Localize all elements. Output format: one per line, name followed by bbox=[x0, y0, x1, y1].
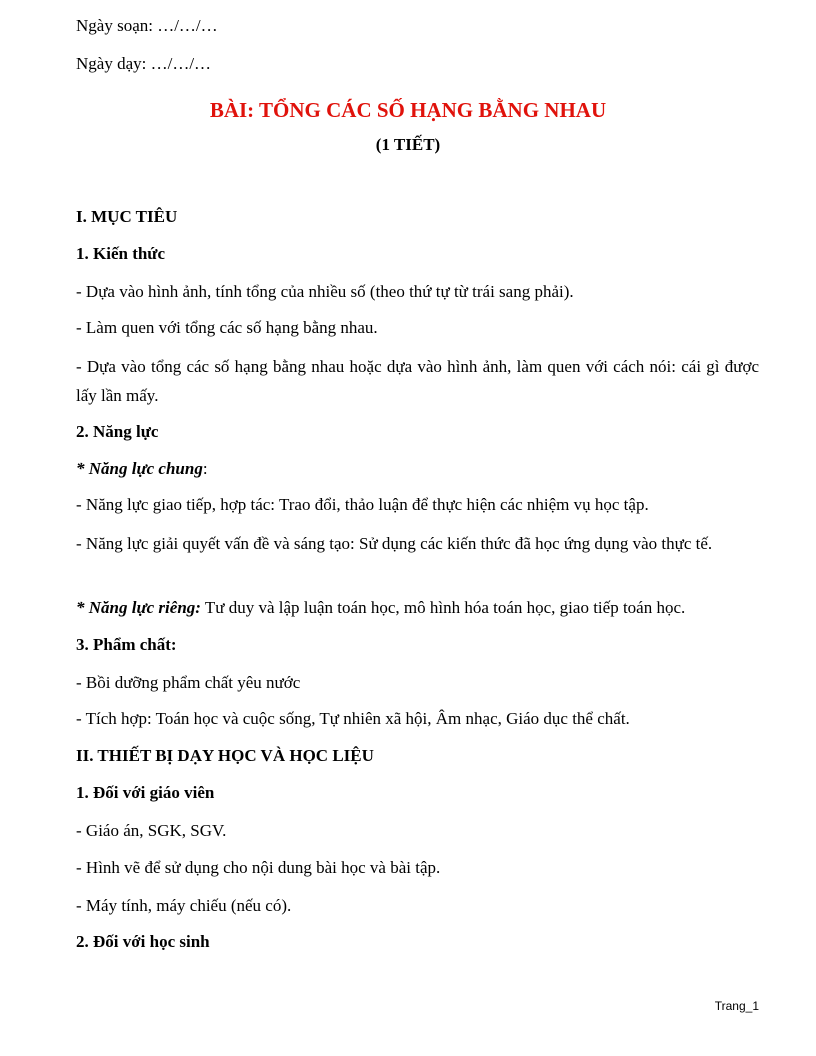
general-competence-colon: : bbox=[202, 459, 208, 478]
teacher-item: - Máy tính, máy chiếu (nếu có). bbox=[76, 896, 292, 915]
teacher-item: - Giáo án, SGK, SGV. bbox=[76, 821, 227, 840]
teaching-date: Ngày dạy: …/…/… bbox=[76, 54, 212, 73]
subheading-knowledge: 1. Kiến thức bbox=[76, 244, 166, 263]
page-number: Trang_1 bbox=[714, 999, 759, 1013]
specific-competence-title: * Năng lực riêng: bbox=[76, 598, 201, 617]
section-heading-equipment: II. THIẾT BỊ DẠY HỌC VÀ HỌC LIỆU bbox=[76, 746, 374, 765]
subheading-student: 2. Đối với học sinh bbox=[76, 932, 210, 951]
specific-competence-text: Tư duy và lập luận toán học, mô hình hóa toán học, giao tiếp toán học. bbox=[200, 598, 686, 617]
quality-item: - Tích hợp: Toán học và cuộc sống, Tự nhiên xã hội, Âm nhạc, Giáo dục thể chất. bbox=[76, 709, 630, 728]
general-competence-label bbox=[76, 459, 208, 479]
specific-competence bbox=[76, 598, 685, 618]
lesson-duration: (1 TIẾT) bbox=[375, 135, 441, 154]
subheading-teacher: 1. Đối với giáo viên bbox=[76, 783, 215, 802]
knowledge-item: - Dựa vào hình ảnh, tính tổng của nhiều số (theo thứ tự từ trái sang phải). bbox=[76, 282, 574, 301]
subheading-qualities: 3. Phẩm chất: bbox=[76, 635, 177, 654]
lesson-title: BÀI: TỔNG CÁC SỐ HẠNG BẰNG NHAU bbox=[209, 98, 607, 122]
prep-date: Ngày soạn: …/…/… bbox=[76, 16, 218, 35]
general-competence-title: * Năng lực chung bbox=[76, 459, 203, 478]
subheading-competence: 2. Năng lực bbox=[76, 422, 159, 441]
competence-item: - Năng lực giao tiếp, hợp tác: Trao đổi, thảo luận để thực hiện các nhiệm vụ học tập. bbox=[76, 495, 649, 514]
knowledge-item: - Làm quen với tổng các số hạng bằng nhau. bbox=[76, 318, 378, 337]
teacher-item: - Hình vẽ để sử dụng cho nội dung bài học và bài tập. bbox=[76, 858, 441, 877]
quality-item: - Bồi dưỡng phẩm chất yêu nước bbox=[76, 673, 301, 692]
section-heading-objectives: I. MỤC TIÊU bbox=[76, 207, 178, 226]
competence-item: - Năng lực giải quyết vấn đề và sáng tạo: Sử dụng các kiến thức đã học ứng dụng vào thực tế. bbox=[76, 534, 713, 553]
knowledge-item: - Dựa vào tổng các số hạng bằng nhau hoặc dựa vào hình ảnh, làm quen với cách nói: cái gì được lấy lần mấy. bbox=[76, 357, 759, 405]
